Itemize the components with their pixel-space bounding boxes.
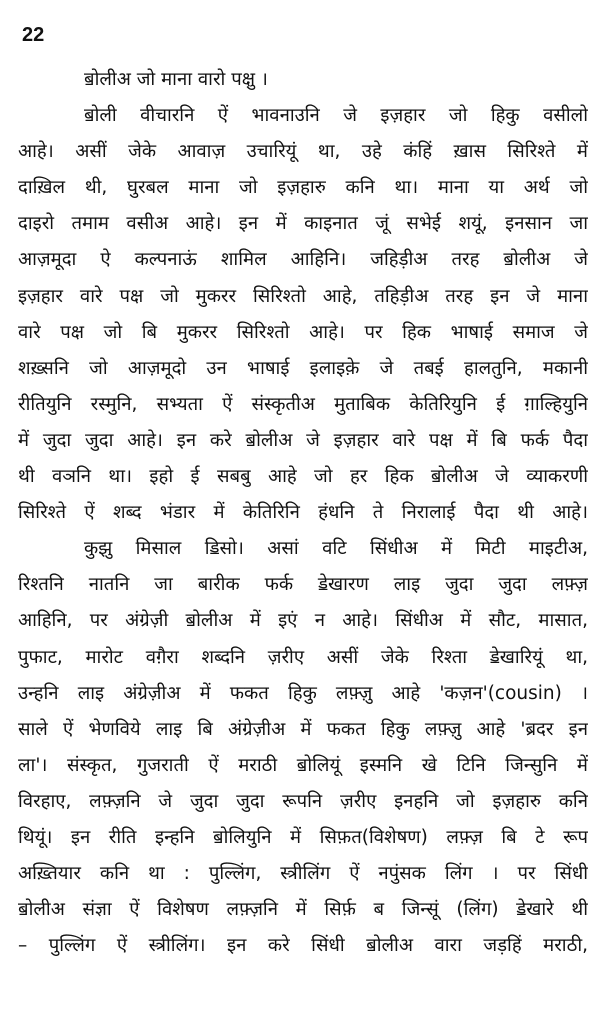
text-line: ॿोली वीचारनि ऐं भावनाउनि जे इज़हार जो हिकु वसीलो [84,105,588,127]
text-line: पुफाट, मारोट वग़ैरा शब्दनि ज़रीए असीं जेके रिश्ता ॾेखारियूं था, [18,646,588,668]
text-line: कुझु मिसाल ॾिसो। असां वटि सिंधीअ में मिटी माइटीअ, [84,538,588,560]
text-line: आहे। असीं जेके आवाज़ उचारियूं था, उहे कंहिं ख़ास सिरिश्ते में [18,141,588,163]
text-line: रिश्तनि नातनि जा बारीक फर्क ॾेखारण लाइ जुदा जुदा लफ़्ज़ [18,574,588,596]
text-line: थियूं। इन रीति इन्हनि ॿोलियुनि में सिफ़त(विशेषण) लफ़्ज़ बि टे रूप [18,826,588,848]
section-heading: ॿोलीअ जो माना वारो पक्षु । [84,69,268,90]
text-line: में जुदा जुदा आहे। इन करे ॿोलीअ जे इज़हार वारे पक्ष में बि फर्क पैदा [18,429,588,451]
text-line: आहिनि, पर अंग्रेज़ी ॿोलीअ में इएं न आहे। सिंधीअ में सौट, मासात, [18,610,588,632]
text-line: अख़्तियार कनि था : पुल्लिंग, स्त्रीलिंग ऐं नपुंसक लिंग । पर सिंधी [18,863,588,885]
text-line: शख़्सनि जो आज़मूदो उन भाषाई इलाइक़े जे तबई हालतुनि, मकानी [18,357,588,379]
text-line: रीतियुनि रस्मुनि, सभ्यता ऐं संस्कृतीअ मुताबिक केतिरियुनि ई ग़ाल्हियुनि [18,393,588,415]
text-line: विरहाए, लफ़्ज़नि जे जुदा जुदा रूपनि ज़रीए इनहनि जो इज़हारु कनि [18,790,588,812]
text-line: दाख़िल थी, घुरबल माना जो इज़हारु कनि था। माना या अर्थ जो [18,177,588,199]
body-text [18,62,588,964]
text-line: थी वञनि था। इहो ई सबबु आहे जो हर हिक ॿोलीअ जे व्याकरणी [18,466,588,488]
text-line: साले ऐं भेणविये लाइ बि अंग्रेज़ीअ में फकत हिकु लफ़्ज़ु आहे 'ब्रदर इन [18,718,588,740]
text-line: इज़हार वारे पक्ष जो मुकरर सिरिश्तो आहे, तहिड़ीअ तरह इन जे माना [18,285,588,307]
text-line: ॿोलीअ संज्ञा ऐं विशेषण लफ़्ज़नि में सिर्फ़ ब जिन्सूं (लिंग) ॾेखारे थी [18,899,588,921]
text-line: सिरिश्ते ऐं शब्द भंडार में केतिरिनि हंधनि ते निरालाई पैदा थी आहे। [18,502,588,524]
text-line: ला'। संस्कृत, गुजराती ऐं मराठी ॿोलियूं इस्मनि खे टिनि जिन्सुनि में [18,754,588,776]
text-line: वारे पक्ष जो बि मुकरर सिरिश्तो आहे। पर हिक भाषाई समाज जे [18,321,588,343]
text-line: दाइरो तमाम वसीअ आहे। इन में काइनात जूं सभेई शयूं, इनसान जा [18,213,588,235]
page-number: 22 [22,24,45,46]
text-line: आज़मूदा ऐ कल्पनाऊं शामिल आहिनि। जहिड़ीअ तरह ॿोलीअ जे [18,249,588,271]
text-line: – पुल्लिंग ऐं स्त्रीलिंग। इन करे सिंधी ॿोलीअ वारा जड़हिं मराठी, [18,935,588,957]
text-line: उन्हनि लाइ अंग्रेज़ीअ में फकत हिकु लफ़्ज़ु आहे 'कज़न'(cousin) । [18,682,588,704]
